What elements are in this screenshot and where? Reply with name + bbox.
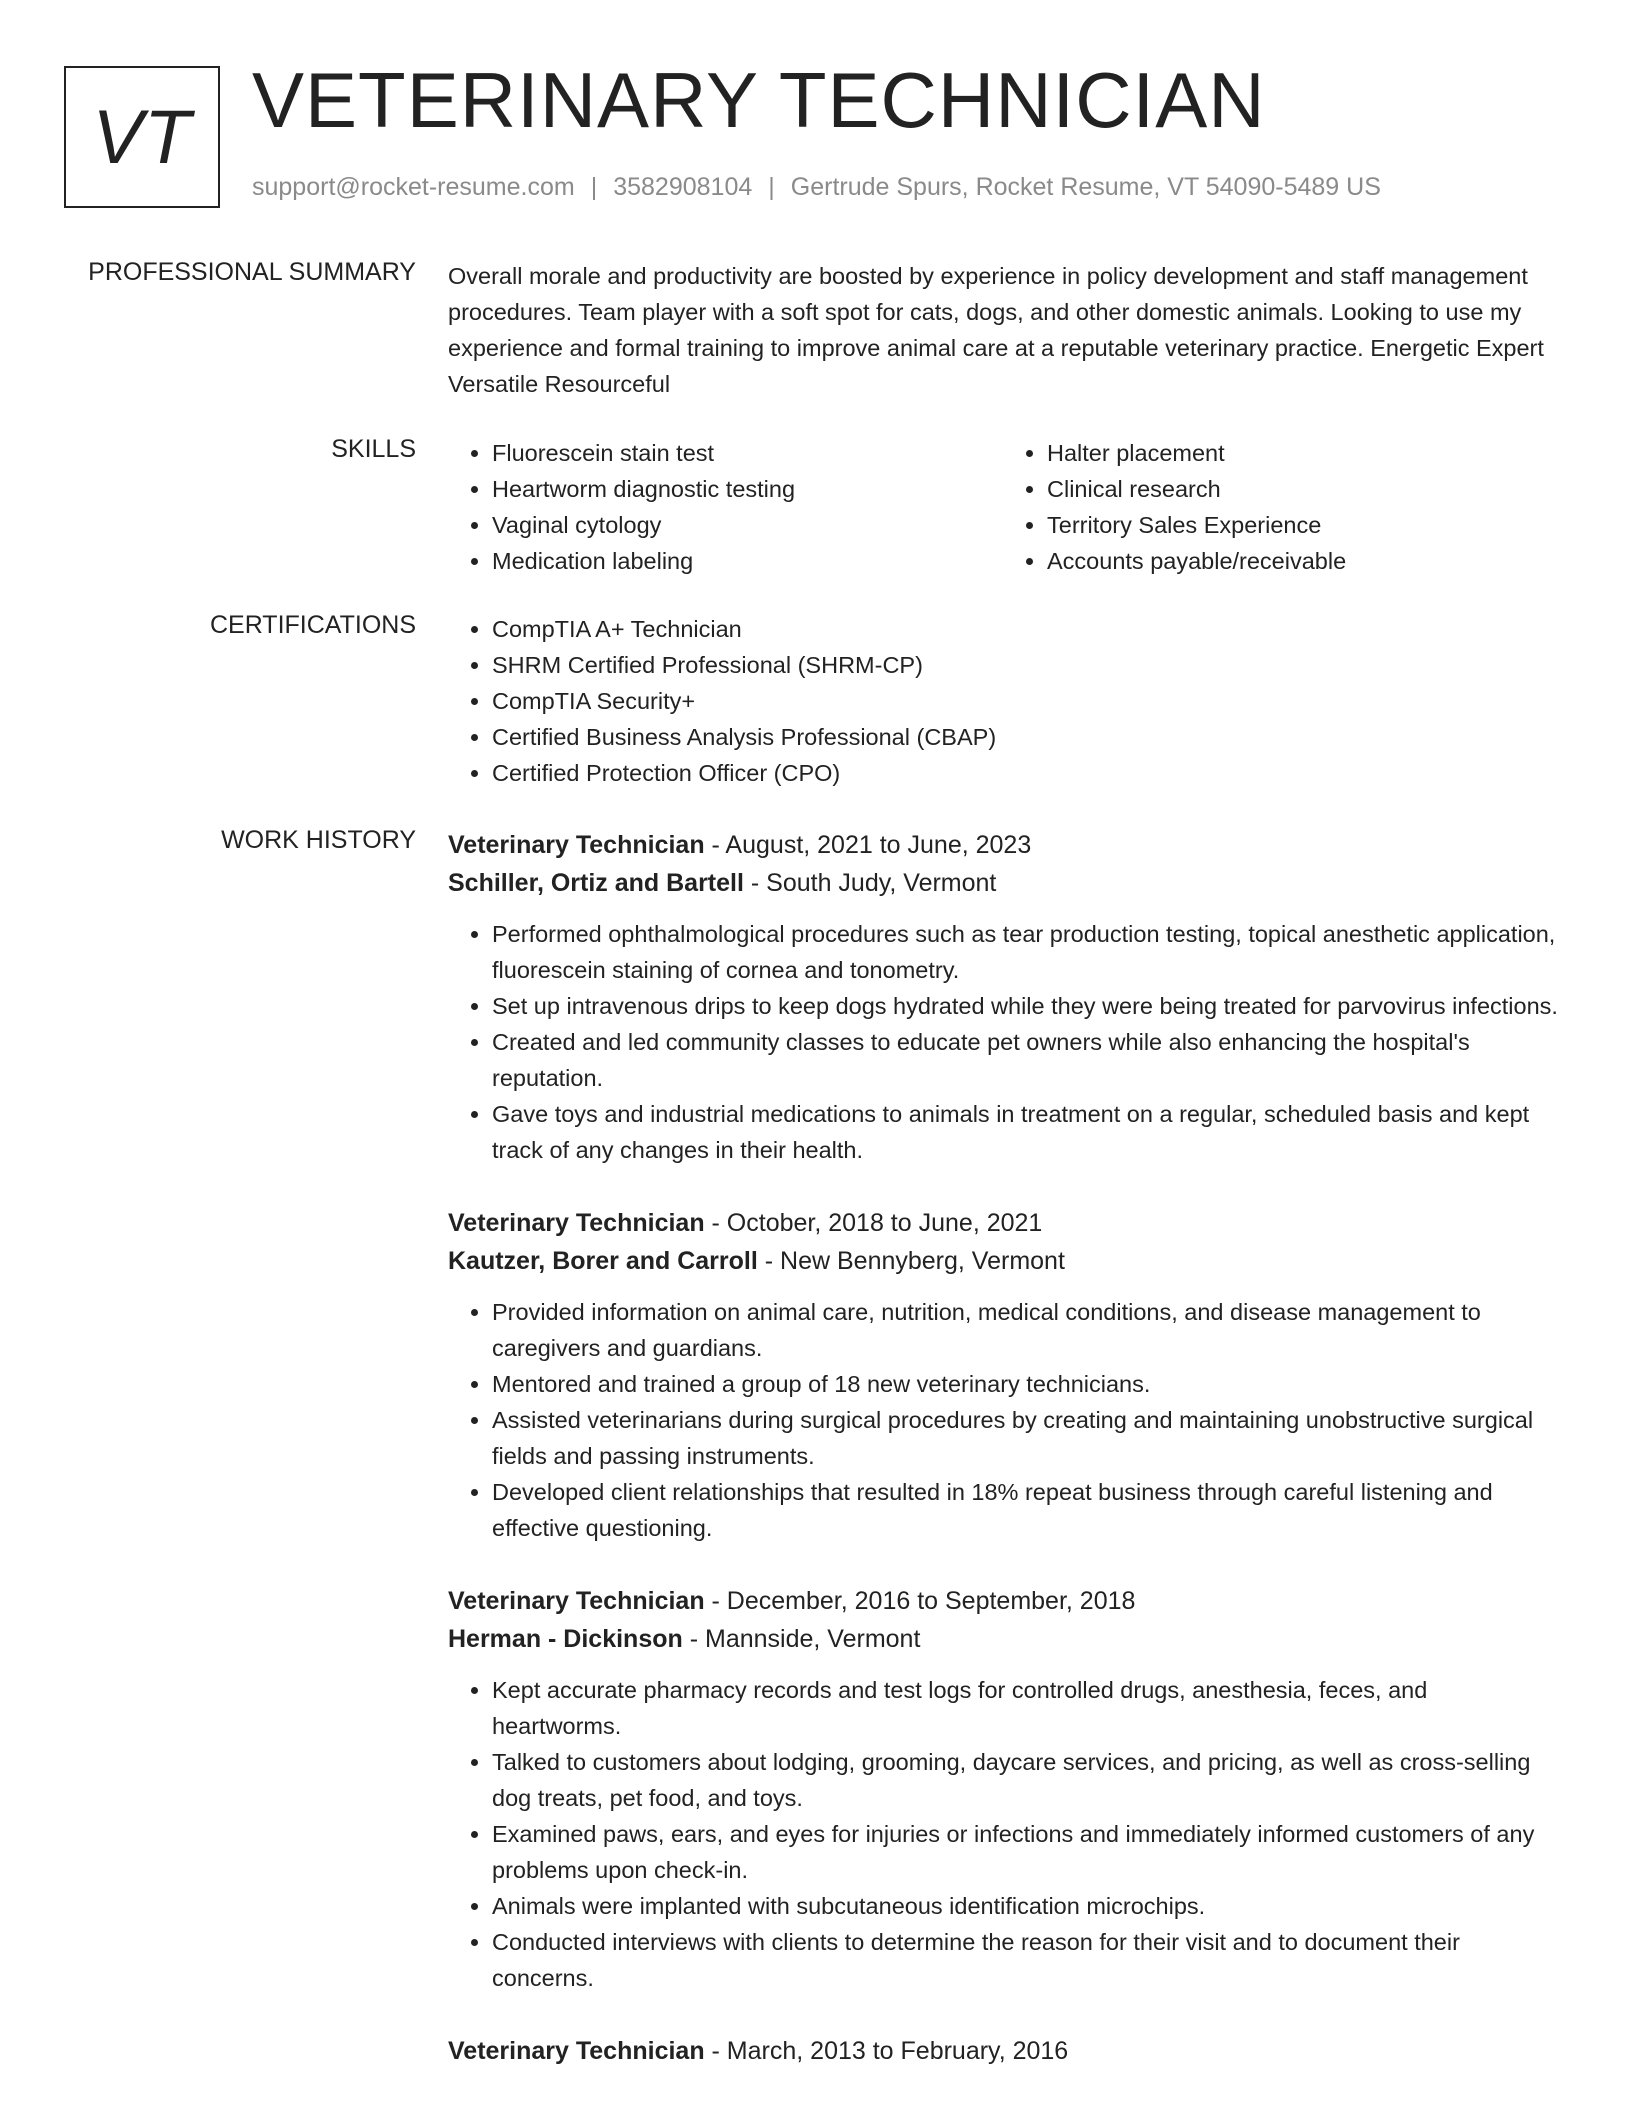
job-location: - New Bennyberg, Vermont	[757, 1247, 1065, 1275]
job-company-line	[448, 1242, 1558, 1280]
job-dates: - December, 2016 to September, 2018	[704, 1587, 1136, 1615]
skill-item: • Clinical research	[1047, 471, 1558, 507]
job-entry	[448, 1204, 1558, 1546]
certification-item: • SHRM Certified Professional (SHRM-CP)	[492, 647, 1558, 683]
contact-line	[252, 173, 1381, 202]
skills-grid	[448, 435, 1558, 579]
job-bullets	[448, 1294, 1558, 1546]
job-entry	[448, 826, 1558, 1168]
certifications-list	[448, 611, 1558, 791]
job-bullet: • Examined paws, ears, and eyes for injuries or infections and immediately informed customers of any problems upon check-in.	[492, 1816, 1558, 1888]
job-title: Veterinary Technician	[448, 1209, 705, 1237]
job-title-line	[448, 2032, 1558, 2070]
contact-phone[interactable]: 3582908104	[613, 173, 753, 201]
job-dates: - March, 2013 to February, 2016	[704, 2037, 1069, 2065]
contact-separator: |	[590, 173, 598, 201]
skill-item: • Medication labeling	[492, 543, 1003, 579]
skills-column-1	[448, 435, 1003, 579]
job-location: - South Judy, Vermont	[743, 869, 997, 897]
skills-column-2	[1003, 435, 1558, 579]
job-title-line	[448, 826, 1558, 864]
job-bullets	[448, 1672, 1558, 1996]
certification-item: • CompTIA A+ Technician	[492, 611, 1558, 647]
job-dates: - October, 2018 to June, 2021	[704, 1209, 1043, 1237]
job-location: - Mannside, Vermont	[682, 1625, 921, 1653]
work-history-list	[448, 826, 1558, 2106]
monogram-text: VT	[92, 94, 192, 180]
section-heading-work-history: WORK HISTORY	[221, 826, 416, 854]
skill-item: • Halter placement	[1047, 435, 1558, 471]
job-bullet: • Set up intravenous drips to keep dogs hydrated while they were being treated for parvovirus infections.	[492, 988, 1558, 1024]
job-bullet: • Mentored and trained a group of 18 new veterinary technicians.	[492, 1366, 1558, 1402]
job-bullet: • Kept accurate pharmacy records and test logs for controlled drugs, anesthesia, feces, and heartworms.	[492, 1672, 1558, 1744]
skill-item: • Heartworm diagnostic testing	[492, 471, 1003, 507]
job-company: Schiller, Ortiz and Bartell	[448, 869, 744, 897]
job-entry	[448, 1582, 1558, 1996]
job-bullet: • Assisted veterinarians during surgical procedures by creating and maintaining unobstructive surgical fields and passing instruments.	[492, 1402, 1558, 1474]
skill-item: • Accounts payable/receivable	[1047, 543, 1558, 579]
certification-item: • Certified Business Analysis Professional (CBAP)	[492, 719, 1558, 755]
job-bullet: • Performed ophthalmological procedures such as tear production testing, topical anesthetic application, fluorescein staining of cornea and tonometry.	[492, 916, 1558, 988]
certification-item: • CompTIA Security+	[492, 683, 1558, 719]
resume-title: VETERINARY TECHNICIAN	[252, 56, 1266, 144]
job-bullets	[448, 916, 1558, 1168]
section-heading-summary: PROFESSIONAL SUMMARY	[88, 258, 416, 286]
job-company-line	[448, 864, 1558, 902]
job-entry	[448, 2032, 1558, 2070]
monogram-badge	[64, 66, 220, 208]
job-bullet: • Provided information on animal care, nutrition, medical conditions, and disease management to caregivers and guardians.	[492, 1294, 1558, 1366]
job-dates: - August, 2021 to June, 2023	[704, 831, 1032, 859]
job-bullet: • Conducted interviews with clients to determine the reason for their visit and to document their concerns.	[492, 1924, 1558, 1996]
contact-email[interactable]: support@rocket-resume.com	[252, 173, 575, 201]
section-heading-certifications: CERTIFICATIONS	[209, 611, 416, 639]
job-title: Veterinary Technician	[448, 831, 705, 859]
job-title-line	[448, 1582, 1558, 1620]
summary-text: Overall morale and productivity are boosted by experience in policy development and staff management procedures. Team player with a soft spot for cats, dogs, and other domestic animals. Looking to use my experience and formal training to improve animal care at a reputable veterinary practice. Energetic Expert Versatile Resourceful	[448, 263, 1544, 397]
job-bullet: • Animals were implanted with subcutaneous identification microchips.	[492, 1888, 1558, 1924]
job-title-line	[448, 1204, 1558, 1242]
skill-item: • Territory Sales Experience	[1047, 507, 1558, 543]
job-company: Kautzer, Borer and Carroll	[448, 1247, 758, 1275]
contact-separator: |	[768, 173, 775, 201]
skill-item: • Vaginal cytology	[492, 507, 1003, 543]
job-title: Veterinary Technician	[448, 1587, 705, 1615]
skill-item: • Fluorescein stain test	[492, 435, 1003, 471]
contact-address: Gertrude Spurs, Rocket Resume, VT 54090-5489 US	[790, 173, 1381, 201]
job-bullet: • Created and led community classes to educate pet owners while also enhancing the hospital's reputation.	[492, 1024, 1558, 1096]
job-title: Veterinary Technician	[448, 2037, 705, 2065]
job-company: Herman - Dickinson	[448, 1625, 683, 1653]
section-heading-skills: SKILLS	[331, 435, 416, 463]
job-bullet: • Talked to customers about lodging, grooming, daycare services, and pricing, as well as cross-selling dog treats, pet food, and toys.	[492, 1744, 1558, 1816]
certifications-list-wrap	[448, 611, 1558, 791]
certification-item: • Certified Protection Officer (CPO)	[492, 755, 1558, 791]
job-company-line	[448, 1620, 1558, 1658]
job-bullet: • Gave toys and industrial medications to animals in treatment on a regular, scheduled basis and kept track of any changes in their health.	[492, 1096, 1558, 1168]
job-bullet: • Developed client relationships that resulted in 18% repeat business through careful listening and effective questioning.	[492, 1474, 1558, 1546]
